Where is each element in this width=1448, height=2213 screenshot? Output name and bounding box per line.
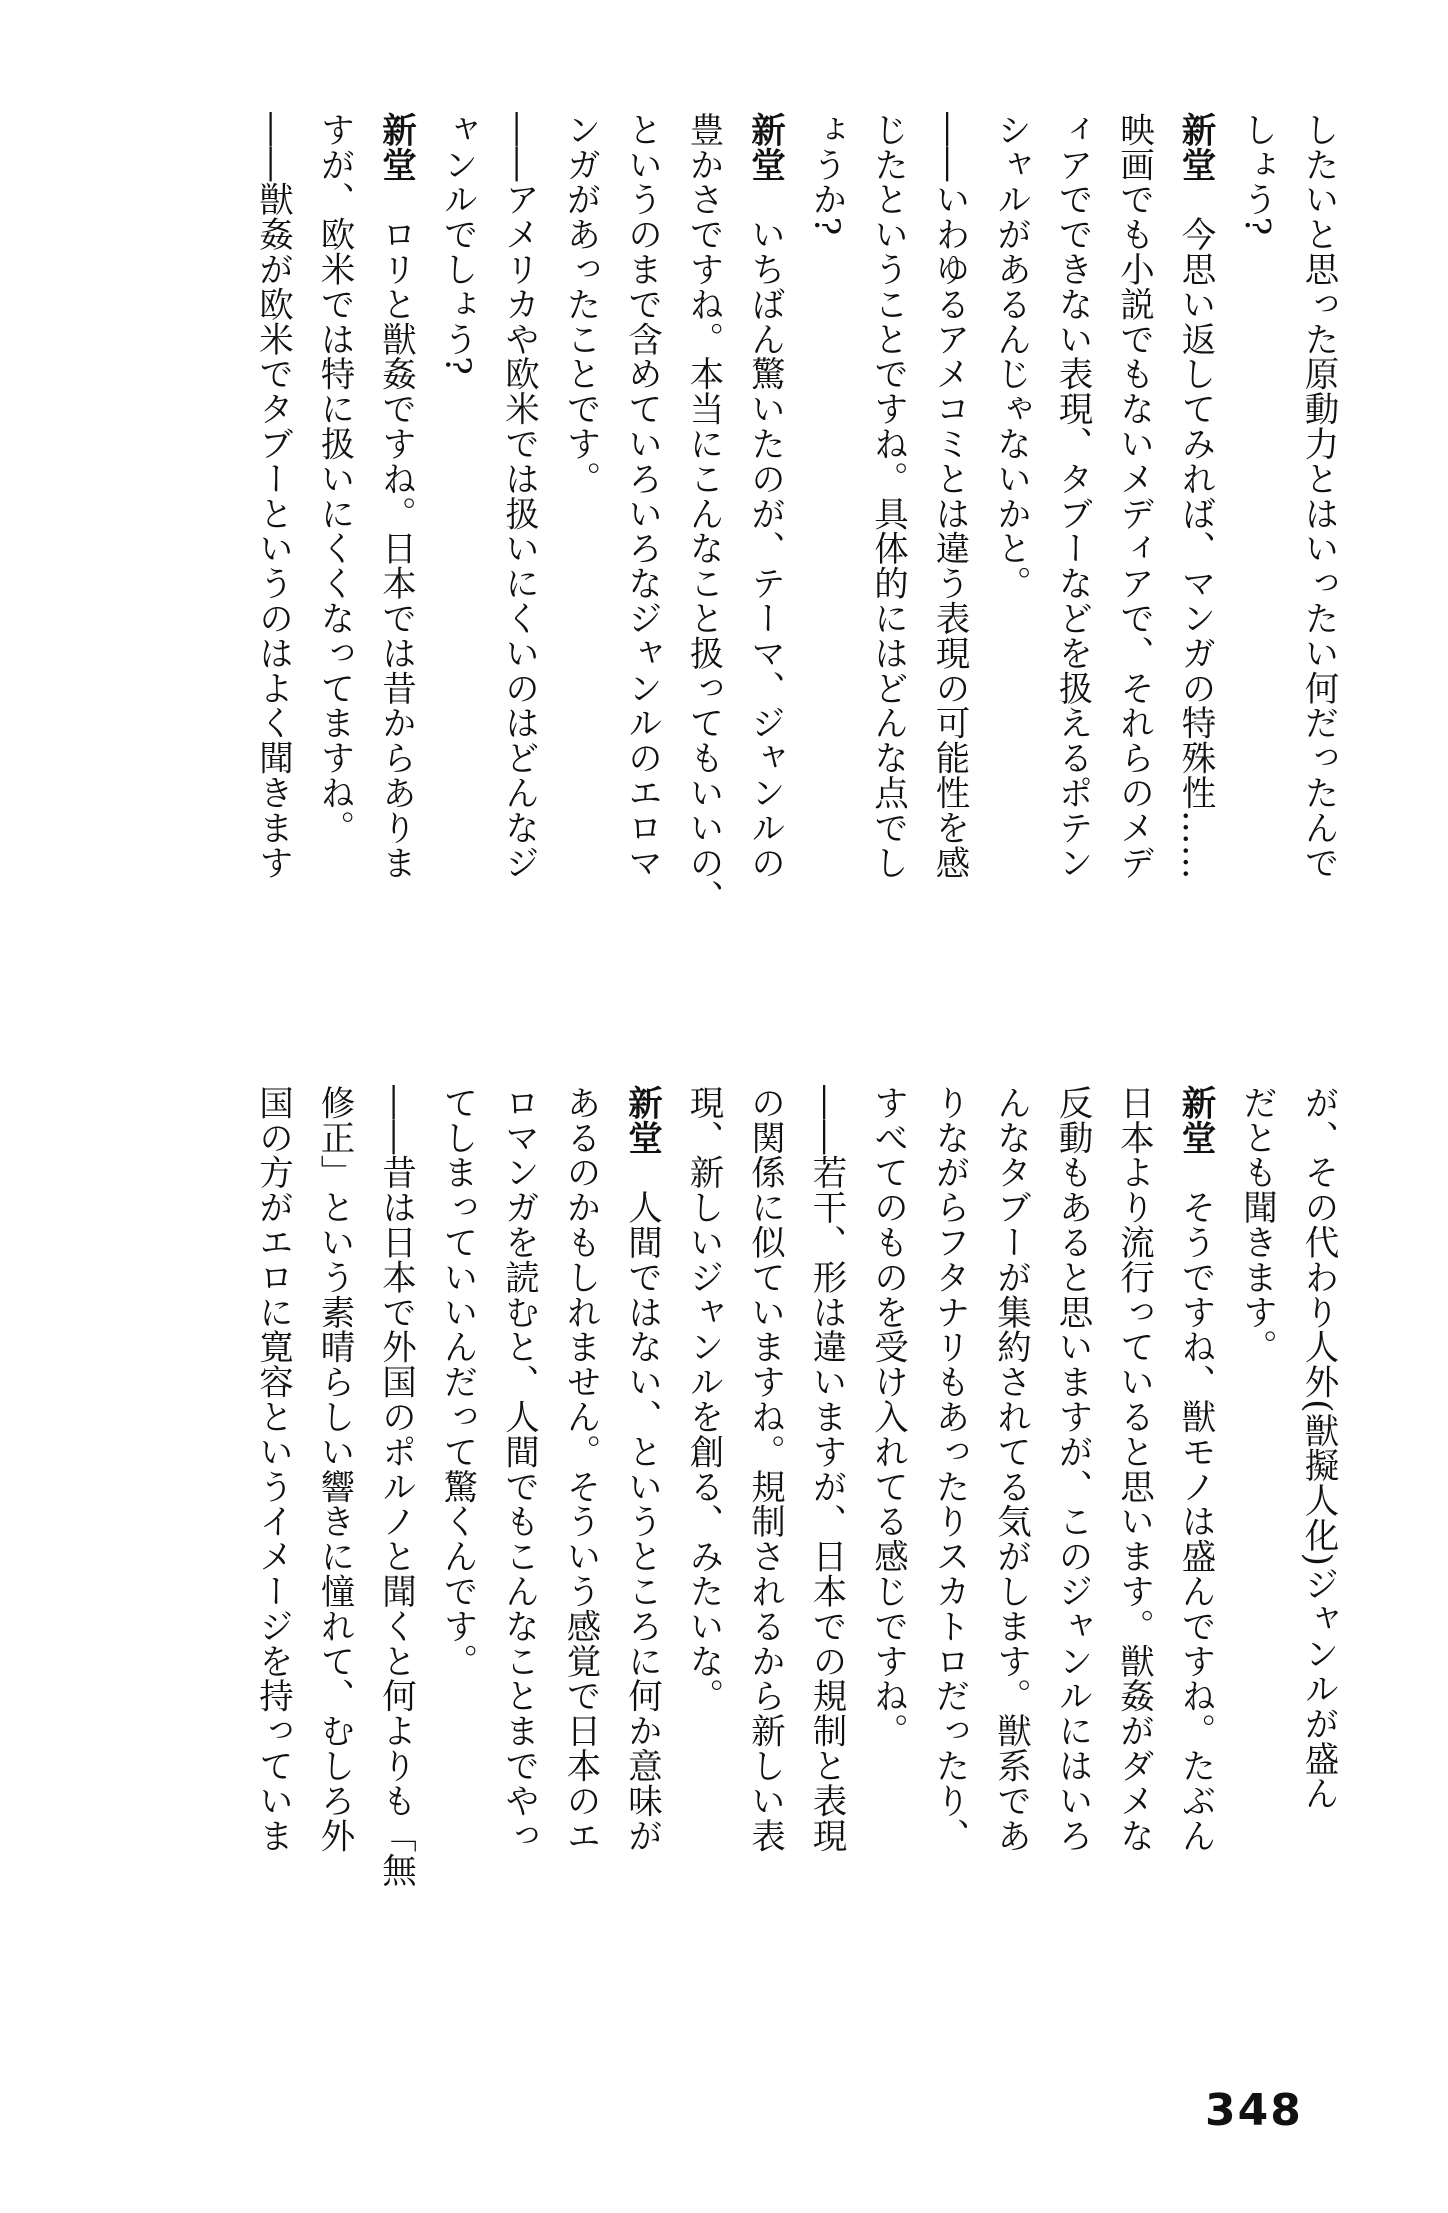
text-line	[610, 1085, 672, 1985]
text-line	[610, 112, 672, 1032]
line-text: が、その代わり人外(獣擬人化)ジャンルが盛ん	[1298, 1085, 1338, 1811]
text-line	[364, 1085, 426, 1985]
line-text: シャルがあるんじゃないかと。	[990, 112, 1031, 601]
speaker-name: 新堂	[744, 112, 785, 182]
text-line	[241, 1085, 303, 1985]
line-text: じたということですね。具体的にはどんな点でし	[867, 112, 908, 880]
text-line	[1164, 1085, 1226, 1985]
text-line	[979, 1085, 1041, 1985]
line-text: したいと思った原動力とはいったい何だったんで	[1298, 112, 1338, 880]
text-line	[1041, 112, 1103, 1032]
line-text: ――昔は日本で外国のポルノと聞くと何よりも「無	[375, 1085, 416, 1888]
line-text: しょう?	[1236, 112, 1277, 236]
text-line	[487, 112, 549, 1032]
line-text: りながらフタナリもあったりスカトロだったり、	[929, 1085, 969, 1853]
line-text: ――獣姦が欧米でタブーというのはよく聞きます	[252, 112, 293, 880]
text-line	[1287, 1085, 1349, 1985]
line-text: の関係に似ていますね。規制されるから新しい表	[744, 1085, 785, 1853]
text-line	[733, 112, 795, 1032]
text-line	[1164, 112, 1226, 1032]
text-line	[856, 1085, 918, 1985]
text-line	[672, 112, 734, 1032]
line-text: ――いわゆるアメコミとは違う表現の可能性を感	[929, 112, 969, 880]
page-number: 348	[1205, 2085, 1303, 2136]
text-line	[1102, 112, 1164, 1032]
line-text: いちばん驚いたのが、テーマ、ジャンルの	[744, 181, 785, 880]
speaker-name: 新堂	[375, 112, 416, 182]
speaker-name: 新堂	[1175, 1085, 1215, 1155]
text-line	[918, 112, 980, 1032]
text-line	[549, 112, 611, 1032]
text-block-bottom	[241, 1085, 1348, 1985]
line-text: すべてのものを受け入れてる感じですね。	[867, 1085, 908, 1749]
text-line	[364, 112, 426, 1032]
speaker-name: 新堂	[621, 1085, 662, 1155]
text-block-top	[241, 112, 1348, 1032]
text-line	[303, 1085, 365, 1985]
line-text: というのまで含めていろいろなジャンルのエロマ	[621, 112, 662, 880]
text-line	[856, 112, 918, 1032]
line-text: 今思い返してみれば、マンガの特殊性……	[1175, 181, 1215, 880]
text-line	[426, 1085, 488, 1985]
text-line	[979, 112, 1041, 1032]
text-line	[795, 112, 857, 1032]
line-text: 豊かさですね。本当にこんなこと扱ってもいいの、	[683, 112, 723, 915]
text-line	[549, 1085, 611, 1985]
text-line	[672, 1085, 734, 1985]
line-text: ンガがあったことです。	[560, 112, 600, 496]
text-line	[426, 112, 488, 1032]
line-text: てしまっていいんだって驚くんです。	[437, 1085, 477, 1679]
text-line	[487, 1085, 549, 1985]
line-text: 人間ではない、というところに何か意味が	[621, 1154, 662, 1853]
line-text: あるのかもしれません。そういう感覚で日本のエ	[560, 1085, 600, 1853]
line-text: ――若干、形は違いますが、日本での規制と表現	[806, 1085, 846, 1853]
line-text: だとも聞きます。	[1236, 1085, 1277, 1365]
text-line	[1225, 112, 1287, 1032]
line-text: ――アメリカや欧米では扱いにくいのはどんなジ	[498, 112, 539, 880]
line-text: 修正」という素晴らしい響きに憧れて、むしろ外	[314, 1085, 354, 1853]
text-line	[1102, 1085, 1164, 1985]
line-text: 現、新しいジャンルを創る、みたいな。	[683, 1085, 723, 1714]
line-text: ロマンガを読むと、人間でもこんなことまでやっ	[498, 1085, 539, 1853]
line-text: んなタブーが集約されてる気がします。獣系であ	[990, 1085, 1031, 1853]
line-text: 反動もあると思いますが、このジャンルにはいろ	[1052, 1085, 1092, 1853]
text-line	[795, 1085, 857, 1985]
line-text: ャンルでしょう?	[437, 112, 477, 376]
text-line	[241, 112, 303, 1032]
text-line	[918, 1085, 980, 1985]
speaker-name: 新堂	[1175, 112, 1215, 182]
text-line	[1041, 1085, 1103, 1985]
text-line	[303, 112, 365, 1032]
line-text: そうですね、獣モノは盛んですね。たぶん	[1175, 1154, 1215, 1853]
line-text: ょうか?	[806, 112, 846, 236]
line-text: ロリと獣姦ですね。日本では昔からありま	[375, 181, 416, 880]
line-text: 映画でも小説でもないメディアで、それらのメデ	[1113, 112, 1154, 880]
text-line	[733, 1085, 795, 1985]
line-text: 日本より流行っていると思います。獣姦がダメな	[1113, 1085, 1154, 1853]
line-text: 国の方がエロに寛容というイメージを持っていま	[252, 1085, 293, 1853]
text-line	[1225, 1085, 1287, 1985]
line-text: すが、欧米では特に扱いにくくなってますね。	[314, 112, 354, 845]
line-text: ィアでできない表現、タブーなどを扱えるポテン	[1052, 112, 1092, 880]
text-line	[1287, 112, 1349, 1032]
